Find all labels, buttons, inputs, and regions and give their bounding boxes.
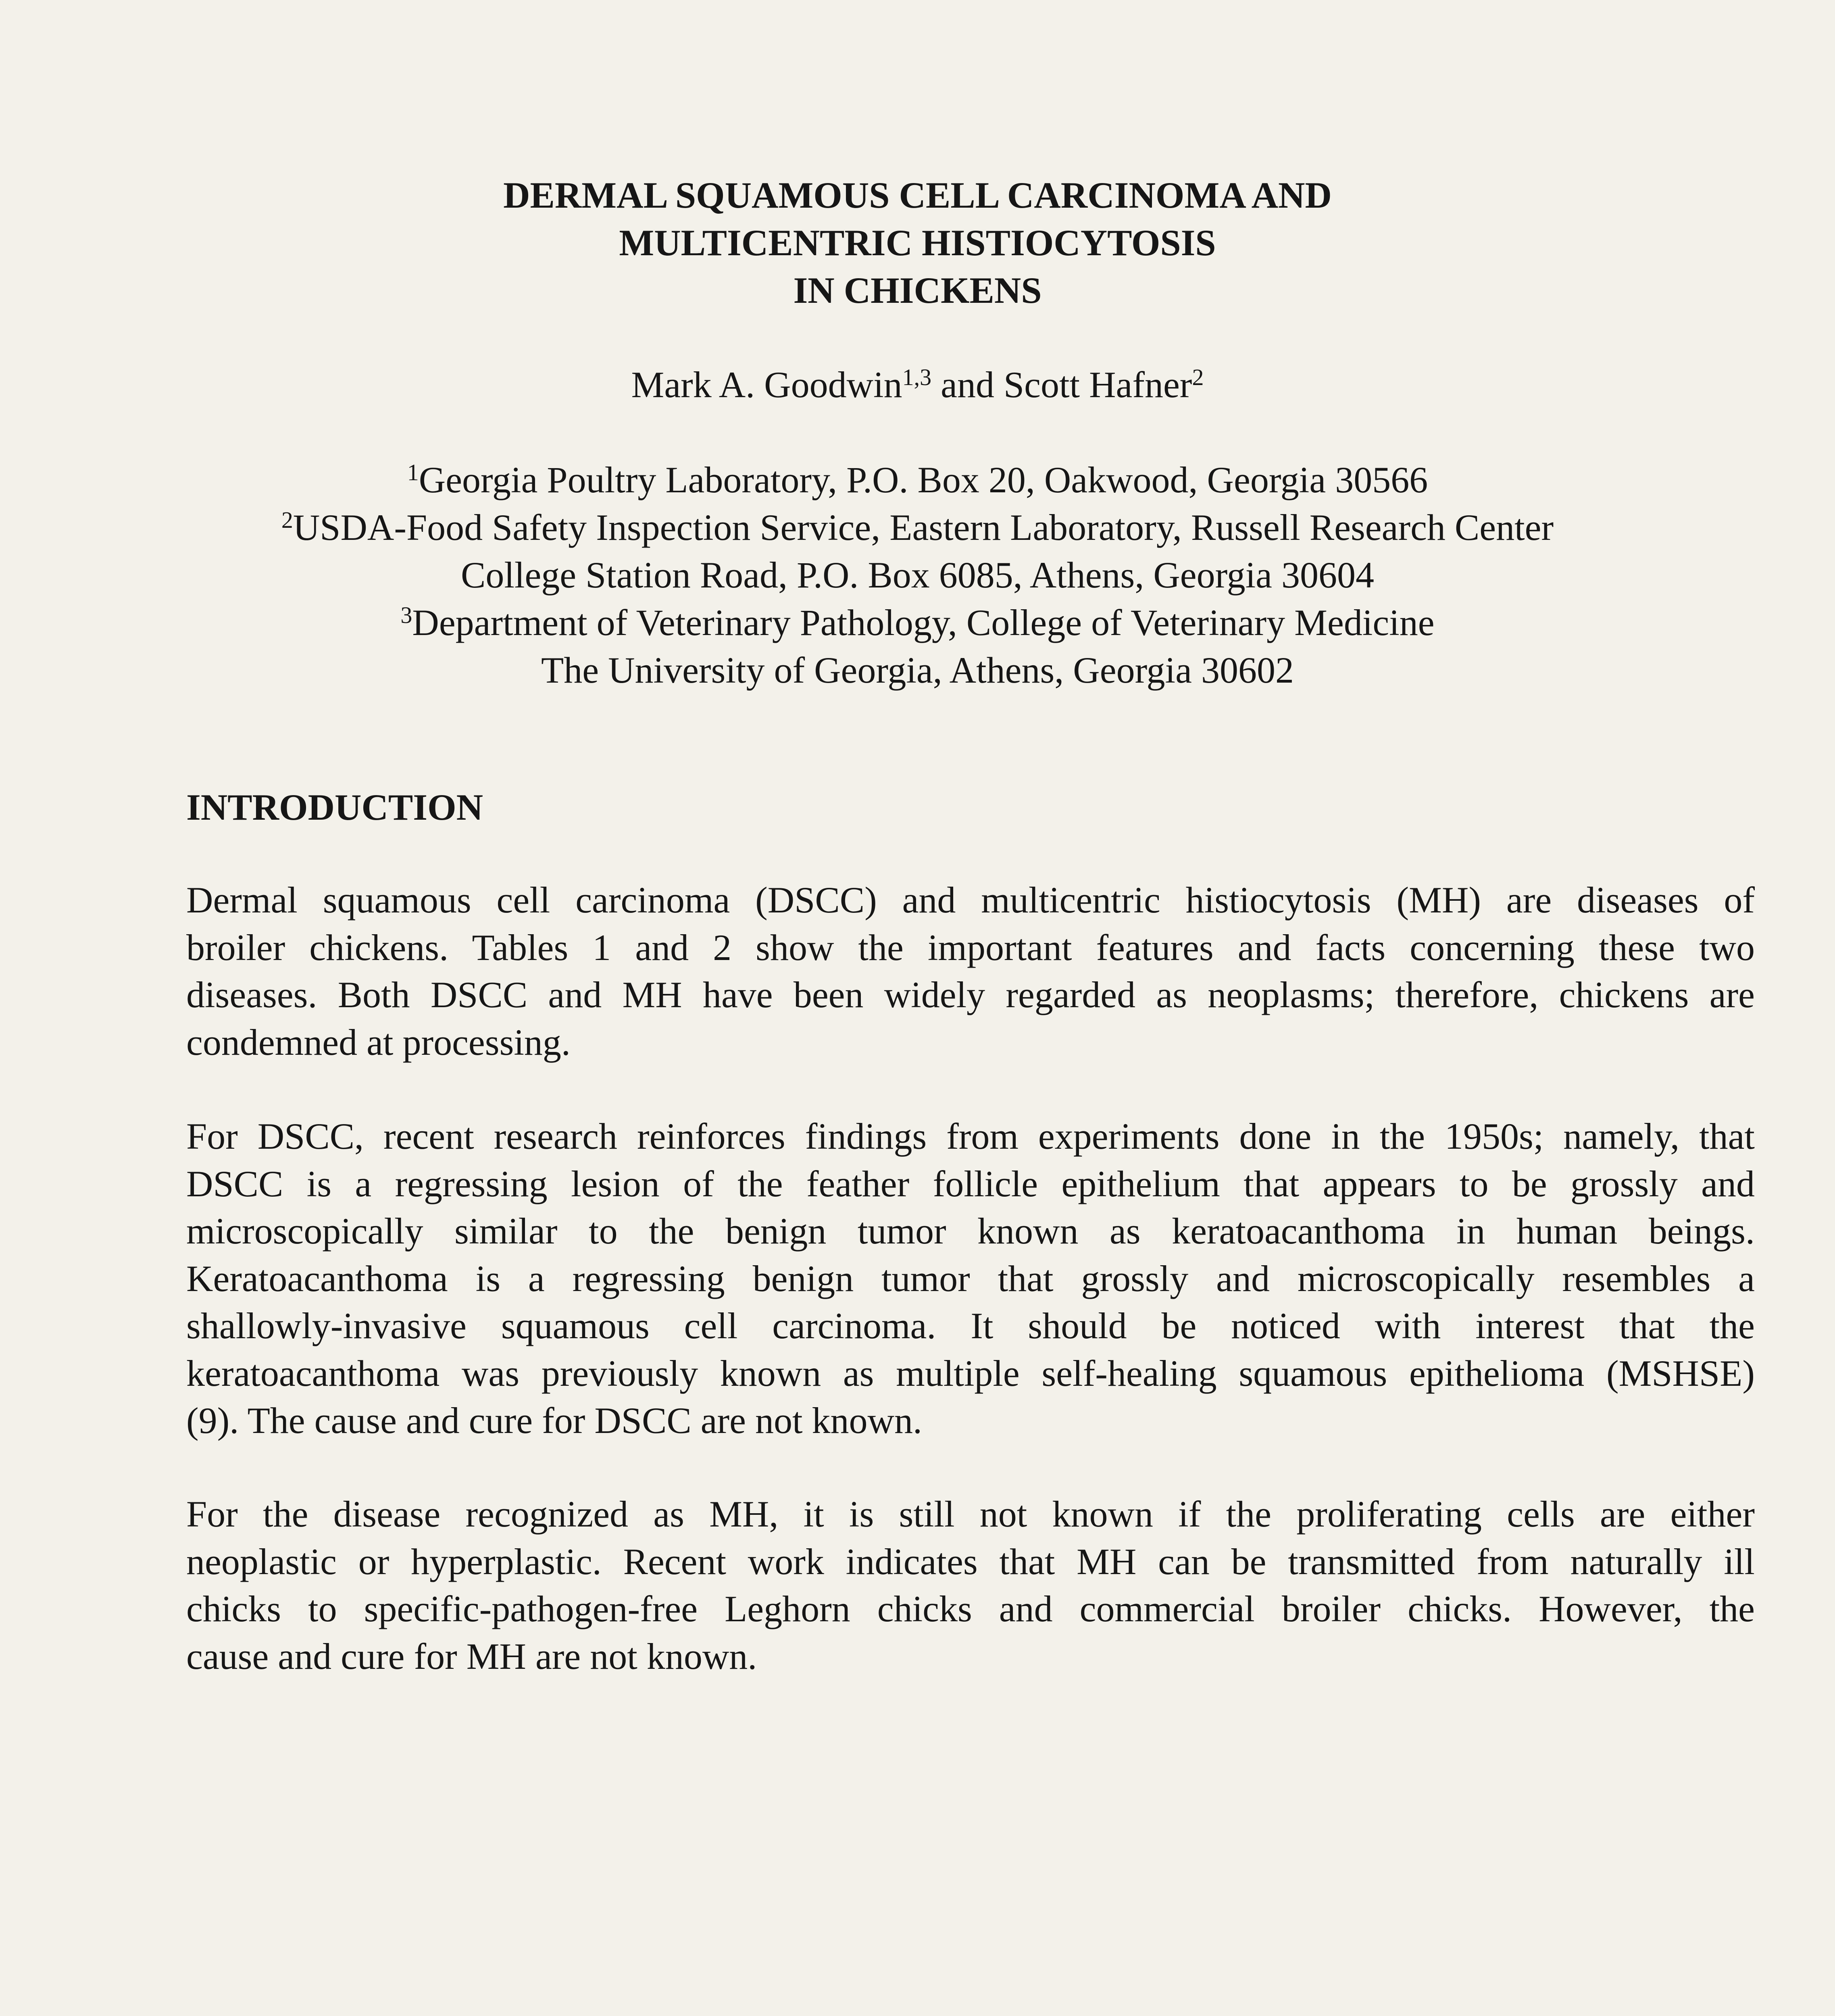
- affiliation-1-text: Georgia Poultry Laboratory, P.O. Box 20, Oakwood, Georgia 30566: [419, 459, 1428, 500]
- affiliation-3-text: Department of Veterinary Pathology, College of Veterinary Medicine: [412, 602, 1435, 643]
- paragraph-line: Keratoacanthoma is a regressing benign tumor that grossly and microscopically resembles a: [186, 1258, 1755, 1299]
- paragraph-line: microscopically similar to the benign tumor known as keratoacanthoma in human beings.: [186, 1210, 1755, 1252]
- paragraph-line: For the disease recognized as MH, it is still not known if the proliferating cells are either: [186, 1493, 1755, 1535]
- affiliation-2-text: USDA-Food Safety Inspection Service, Eastern Laboratory, Russell Research Center: [293, 507, 1554, 548]
- title-line: MULTICENTRIC HISTIOCYTOSIS: [619, 222, 1216, 263]
- affiliation-2-line-2: College Station Road, P.O. Box 6085, Athens, Georgia 30604: [460, 554, 1374, 596]
- author-1-superscript: 1,3: [902, 364, 932, 390]
- paragraph-line: shallowly-invasive squamous cell carcinoma. It should be noticed with interest that the: [186, 1305, 1755, 1346]
- affiliation-1-superscript: 1: [407, 459, 419, 485]
- paper-title: [0, 171, 1835, 314]
- section-heading-introduction: INTRODUCTION: [186, 787, 483, 828]
- author-name-1: Mark A. Goodwin: [631, 364, 902, 405]
- affiliation-2: [0, 504, 1835, 551]
- author-line: [0, 361, 1835, 408]
- paragraph-line: Dermal squamous cell carcinoma (DSCC) and multicentric histiocytosis (MH) are diseases of: [186, 879, 1755, 921]
- affiliation-1: [0, 456, 1835, 504]
- affiliation-3: [0, 599, 1835, 646]
- affiliation-2-superscript: 2: [281, 507, 293, 533]
- author-block: [0, 361, 1835, 694]
- paragraph-line: neoplastic or hyperplastic. Recent work indicates that MH can be transmitted from naturally ill: [186, 1541, 1755, 1582]
- paragraph-line: DSCC is a regressing lesion of the feather follicle epithelium that appears to be grossly and: [186, 1163, 1755, 1204]
- paragraph-line: diseases. Both DSCC and MH have been widely regarded as neoplasms; therefore, chickens are: [186, 974, 1755, 1015]
- paragraph-line: condemned at processing.: [186, 1021, 571, 1063]
- affiliation-3-line-2: The University of Georgia, Athens, Georgia 30602: [541, 650, 1294, 691]
- title-line: DERMAL SQUAMOUS CELL CARCINOMA AND: [503, 175, 1332, 216]
- paragraph-3: [186, 1491, 1755, 1680]
- affiliation-3-superscript: 3: [400, 602, 412, 628]
- paragraph-line: broiler chickens. Tables 1 and 2 show the important features and facts concerning these two: [186, 927, 1755, 968]
- paragraph-line: cause and cure for MH are not known.: [186, 1635, 757, 1677]
- title-line: IN CHICKENS: [793, 270, 1042, 311]
- paragraph-line: For DSCC, recent research reinforces findings from experiments done in the 1950s; namely, that: [186, 1116, 1755, 1157]
- paragraph-line: chicks to specific-pathogen-free Leghorn chicks and commercial broiler chicks. However, the: [186, 1588, 1755, 1629]
- paragraph-line: keratoacanthoma was previously known as multiple self-healing squamous epithelioma (MSHSE): [186, 1352, 1755, 1394]
- author-name-2: and Scott Hafner: [941, 364, 1192, 405]
- paragraph-line: (9). The cause and cure for DSCC are not known.: [186, 1400, 922, 1441]
- author-2-superscript: 2: [1192, 364, 1204, 390]
- paragraph-1: [186, 877, 1755, 1066]
- paragraph-2: [186, 1113, 1755, 1445]
